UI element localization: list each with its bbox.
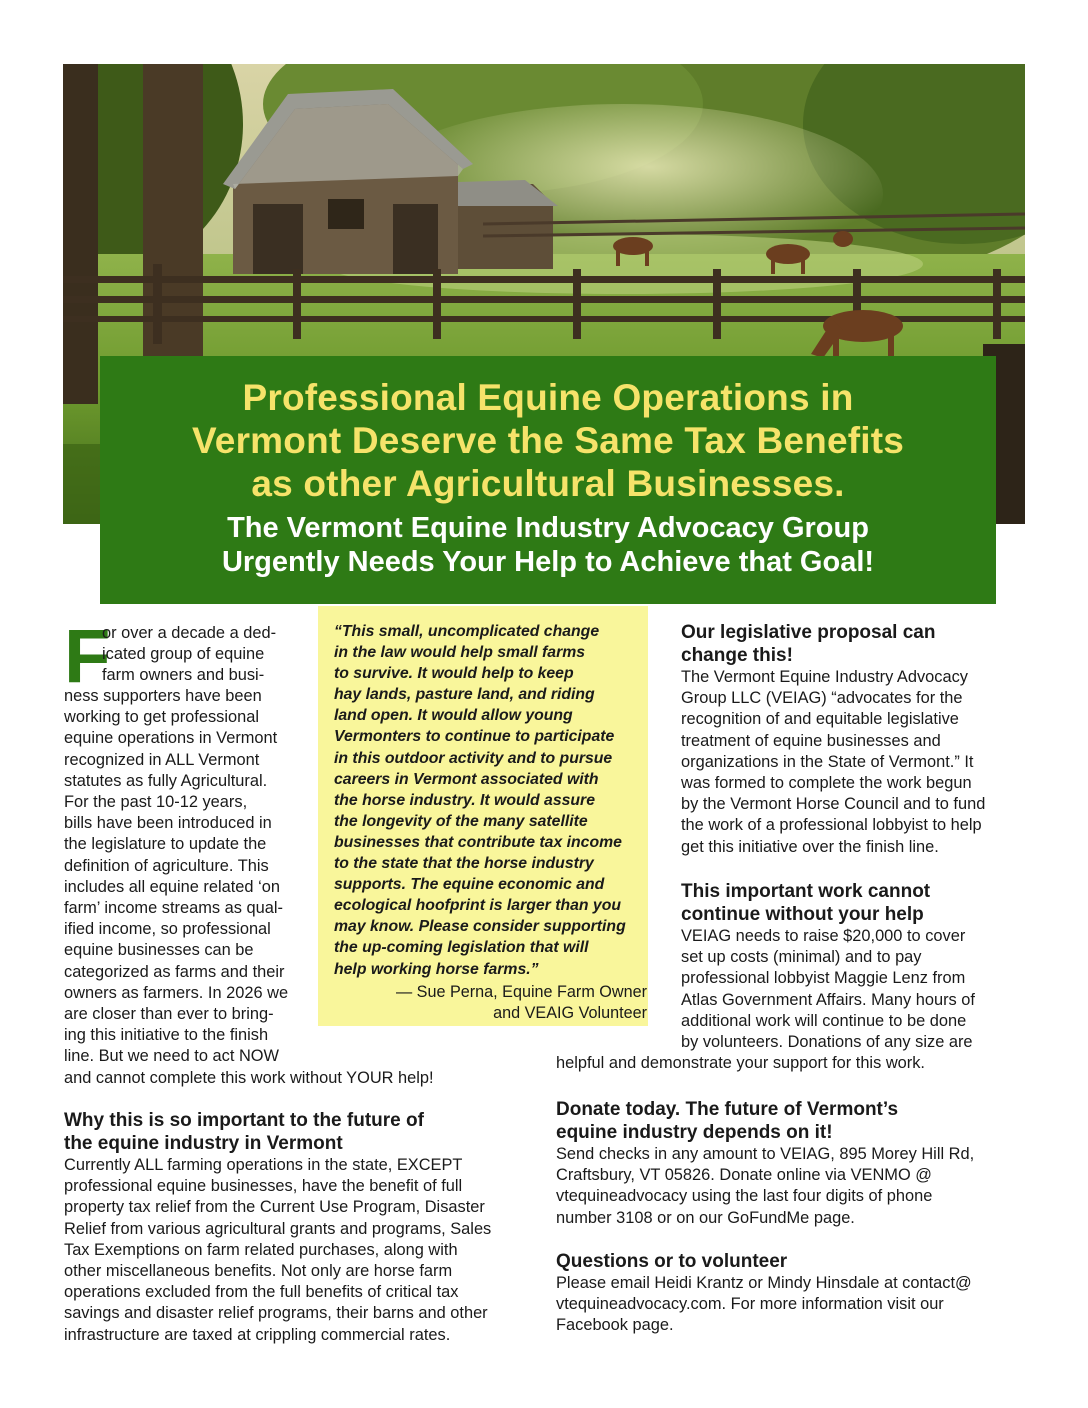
why-line: property tax relief from the Current Use Program, Disaster [64, 1198, 485, 1217]
why-line: Currently ALL farming operations in the state, EXCEPT [64, 1156, 463, 1174]
subheadline-line: Urgently Needs Your Help to Achieve that Goal! [221, 546, 875, 578]
quote-line: careers in Vermont associated with [334, 770, 599, 788]
proposal-section [681, 621, 985, 858]
quote-line: the horse industry. It would assure [334, 791, 595, 809]
donate-body [556, 1144, 974, 1229]
attribution-line: — Sue Perna, Equine Farm Owner [395, 983, 647, 1001]
proposal-line: the work of a professional lobbyist to help [681, 816, 982, 835]
donate-line: Send checks in any amount to VEIAG, 895 Morey Hill Rd, [556, 1145, 975, 1163]
why-line: professional equine businesses, have the benefit of full [64, 1177, 463, 1196]
work-line: professional lobbyist Maggie Lenz from [681, 969, 966, 988]
donate-heading-line: Donate today. The future of Vermont’s [556, 1099, 899, 1120]
proposal-line: organizations in the State of Vermont.” It [681, 752, 974, 771]
quote-line: may know. Please consider supporting [334, 918, 626, 936]
intro-line: recognized in ALL Vermont [64, 750, 260, 769]
intro-line: the legislature to update the [64, 835, 267, 854]
intro-line: icated group of equine [102, 645, 265, 664]
work-section [681, 880, 975, 1053]
proposal-line: by the Vermont Horse Council and to fund [681, 795, 986, 814]
why-heading [64, 1109, 491, 1155]
why-line: other miscellaneous benefits. Not only are horse farm [64, 1262, 453, 1281]
intro-paragraph-top [102, 623, 276, 687]
quote-line: land open. It would allow young [334, 707, 573, 725]
quote-line: the longevity of the many satellite [334, 812, 588, 830]
headline-line: Vermont Deserve the Same Tax Benefits [191, 420, 905, 461]
contact-body [556, 1273, 972, 1337]
proposal-line: recognition of and equitable legislative [681, 710, 959, 729]
intro-line: categorized as farms and their [64, 962, 285, 981]
work-last-line: helpful and demonstrate your support for this work. [556, 1054, 925, 1072]
intro-line: and cannot complete this work without YOUR help! [64, 1068, 434, 1087]
why-line: savings and disaster relief programs, their barns and other [64, 1304, 488, 1323]
work-heading-line: continue without your help [681, 904, 924, 925]
quote-line: in this outdoor activity and to pursue [334, 749, 613, 767]
why-heading-line: the equine industry in Vermont [64, 1133, 343, 1154]
work-line: VEIAG needs to raise $20,000 to cover [681, 927, 966, 945]
intro-line: working to get professional [64, 708, 259, 727]
proposal-heading-line: Our legislative proposal can [681, 622, 936, 643]
quote-line: Vermonters to continue to participate [334, 728, 615, 746]
intro-line: ness supporters have been [64, 687, 262, 705]
intro-line: definition of agriculture. This [64, 856, 269, 875]
intro-line: ing this initiative to the finish [64, 1026, 269, 1045]
work-line: Atlas Government Affairs. Many hours of [681, 990, 975, 1009]
proposal-body [681, 667, 985, 858]
quote-line: supports. The equine economic and [334, 876, 605, 894]
work-heading-line: This important work cannot [681, 881, 931, 902]
quote-line: the up-coming legislation that will [334, 939, 589, 957]
work-line: additional work will continue to be done [681, 1011, 967, 1030]
subheadline [100, 511, 996, 579]
proposal-line: treatment of equine businesses and [681, 731, 941, 750]
proposal-line: was formed to complete the work begun [681, 774, 972, 793]
work-line: by volunteers. Donations of any size are [681, 1033, 973, 1052]
attribution-line: and VEAIG Volunteer [493, 1004, 647, 1023]
contact-line: vtequineadvocacy.com. For more information visit our [556, 1295, 944, 1314]
quote-line: hay lands, pasture land, and riding [334, 686, 595, 704]
quote-line: businesses that contribute tax income [334, 833, 622, 851]
proposal-line: get this initiative over the finish line. [681, 837, 939, 856]
headline-line: as other Agricultural Businesses. [251, 463, 845, 504]
quote-line: to survive. It would help to keep [334, 665, 574, 683]
why-section [64, 1109, 491, 1346]
quote-line: in the law would help small farms [334, 644, 586, 662]
subheadline-line: The Vermont Equine Industry Advocacy Group [227, 512, 869, 544]
drop-cap: F [64, 614, 111, 699]
pull-quote [334, 621, 626, 980]
quote-line: “This small, uncomplicated change [334, 623, 600, 640]
contact-section [556, 1250, 972, 1337]
proposal-heading-line: change this! [681, 645, 793, 666]
intro-line: equine operations in Vermont [64, 729, 278, 748]
title-banner [100, 356, 996, 604]
donate-section [556, 1098, 974, 1229]
quote-attribution [396, 982, 647, 1025]
proposal-heading [681, 621, 985, 667]
intro-line: farm’ income streams as qual- [64, 899, 283, 918]
donate-heading-line: equine industry depends on it! [556, 1122, 833, 1143]
donate-heading [556, 1098, 974, 1144]
work-heading [681, 880, 975, 926]
intro-line: farm owners and busi- [102, 666, 265, 685]
headline [100, 376, 996, 505]
donate-line: vtequineadvocacy using the last four digits of phone [556, 1187, 933, 1206]
quote-line: ecological hoofprint is larger than you [334, 897, 622, 915]
quote-line: help working horse farms.” [334, 960, 539, 978]
donate-line: number 3108 or on our GoFundMe page. [556, 1208, 855, 1227]
contact-line: Please email Heidi Krantz or Mindy Hinsdale at contact@ [556, 1274, 972, 1292]
intro-line: bills have been introduced in [64, 814, 272, 833]
intro-line: owners as farmers. In 2026 we [64, 983, 289, 1002]
work-body [681, 926, 975, 1053]
why-heading-line: Why this is so important to the future of [64, 1110, 424, 1131]
why-line: Relief from various agricultural grants and programs, Sales [64, 1219, 492, 1238]
intro-line: statutes as fully Agricultural. [64, 771, 268, 790]
contact-line: Facebook page. [556, 1316, 674, 1335]
intro-line: equine businesses can be [64, 941, 254, 960]
work-line: set up costs (minimal) and to pay [681, 948, 922, 967]
contact-heading: Questions or to volunteer [556, 1251, 788, 1272]
headline-line: Professional Equine Operations in [242, 377, 854, 418]
proposal-line: The Vermont Equine Industry Advocacy [681, 668, 968, 686]
proposal-line: Group LLC (VEIAG) “advocates for the [681, 689, 963, 708]
intro-line: For the past 10-12 years, [64, 793, 248, 812]
why-body [64, 1155, 491, 1346]
intro-line: line. But we need to act NOW [64, 1047, 279, 1066]
why-line: Tax Exemptions on farm related purchases, along with [64, 1240, 458, 1259]
why-line: infrastructure are taxed at crippling commercial rates. [64, 1325, 451, 1344]
donate-line: Craftsbury, VT 05826. Donate online via VENMO @ [556, 1166, 932, 1185]
quote-line: to the state that the horse industry [334, 855, 594, 873]
intro-line: or over a decade a ded- [102, 624, 277, 642]
intro-line: includes all equine related ‘on [64, 877, 280, 896]
intro-line: ified income, so professional [64, 920, 271, 939]
intro-line: are closer than ever to bring- [64, 1005, 274, 1024]
why-line: operations excluded from the full benefits of critical tax [64, 1283, 459, 1302]
